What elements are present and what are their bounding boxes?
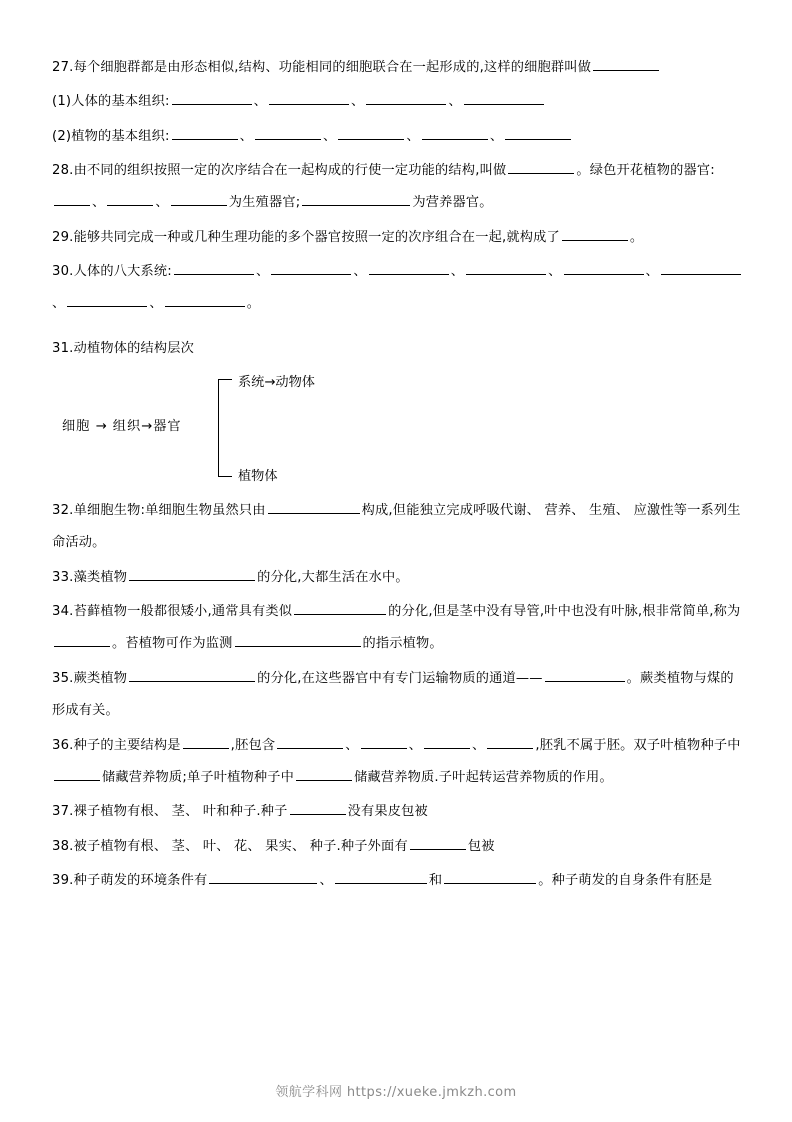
- question-29-text-2: 。: [629, 229, 644, 245]
- answer-blank[interactable]: [174, 260, 254, 275]
- question-36: 36.种子的主要结构是 ,胚包含 、 、 、 ,胚乳不属于胚。双子叶植物种子中储藏营养物质;单子叶植物种子中 储藏营养物质.子叶起转运营养物质的作用。: [52, 730, 744, 795]
- question-36-text-3: ,胚乳不属于胚。双子叶植物种子中: [535, 737, 741, 753]
- question-35-text-2: 的分化,在这些器官中有专门运输物质的通道——: [257, 670, 543, 686]
- question-33-text-1: 33.藻类植物: [52, 569, 128, 585]
- footer-watermark: 领航学科网 https://xueke.jmkzh.com: [275, 1085, 517, 1100]
- answer-blank[interactable]: [661, 260, 741, 275]
- answer-blank[interactable]: [54, 192, 90, 207]
- answer-blank[interactable]: [593, 56, 659, 71]
- question-38-text-1: 38.被子植物有根、 茎、 叶、 花、 果实、 种子.种子外面有: [52, 838, 408, 854]
- answer-blank[interactable]: [361, 734, 407, 749]
- question-34-text-4: 的指示植物。: [362, 636, 443, 652]
- answer-blank[interactable]: [129, 566, 255, 581]
- question-39-text-3: 。种子萌发的自身条件有胚是: [538, 872, 713, 888]
- answer-blank[interactable]: [338, 125, 404, 140]
- question-36-text-5: 储藏营养物质.子叶起转运营养物质的作用。: [354, 769, 613, 785]
- question-28-text-4: 为营养器官。: [412, 195, 493, 211]
- answer-blank[interactable]: [67, 293, 147, 308]
- question-31-title: 31.动植物体的结构层次: [52, 340, 195, 356]
- answer-blank[interactable]: [505, 125, 571, 140]
- question-27-sub1-text: (1)人体的基本组织:: [52, 94, 170, 110]
- answer-blank[interactable]: [296, 766, 352, 781]
- question-34: [52, 596, 744, 661]
- question-34-text-1: 34.苔藓植物一般都很矮小,通常具有类似: [52, 604, 293, 620]
- answer-blank[interactable]: [369, 260, 449, 275]
- question-32-text-1: 32.单细胞生物:单细胞生物虽然只由: [52, 503, 266, 519]
- question-29: [52, 222, 744, 254]
- answer-blank[interactable]: [466, 260, 546, 275]
- question-27-line-2: (1)人体的基本组织: 、 、 、: [52, 86, 744, 118]
- answer-blank[interactable]: [209, 869, 317, 884]
- answer-blank[interactable]: [172, 125, 238, 140]
- answer-blank[interactable]: [235, 633, 361, 648]
- answer-blank[interactable]: [107, 192, 153, 207]
- structure-level-diagram: [52, 371, 744, 483]
- answer-blank[interactable]: [255, 125, 321, 140]
- question-39-text-1: 39.种子萌发的环境条件有: [52, 872, 208, 888]
- diagram-left-label: 细胞 → 组织→器官: [62, 419, 182, 435]
- answer-blank[interactable]: [508, 159, 574, 174]
- answer-blank[interactable]: [422, 125, 488, 140]
- question-36-text-1: 36.种子的主要结构是: [52, 737, 181, 753]
- question-27-line-3: (2)植物的基本组织: 、 、 、 、: [52, 121, 744, 153]
- question-28: 28.由不同的组织按照一定的次序结合在一起构成的行使一定功能的结构,叫做 。绿色开花植物的器官:、 、 为生殖器官; 为营养器官。: [52, 155, 744, 220]
- question-29-text-1: 29.能够共同完成一种或几种生理功能的多个器官按照一定的次序组合在一起,就构成了: [52, 229, 560, 245]
- question-30: 30.人体的八大系统: 、 、 、 、 、、 、 。: [52, 256, 744, 321]
- answer-blank[interactable]: [410, 835, 466, 850]
- question-28-text-1: 28.由不同的组织按照一定的次序结合在一起构成的行使一定功能的结构,叫做: [52, 163, 507, 179]
- answer-blank[interactable]: [268, 499, 360, 514]
- answer-blank[interactable]: [54, 633, 110, 648]
- question-38: [52, 831, 744, 863]
- question-37-text-1: 37.裸子植物有根、 茎、 叶和种子.种子: [52, 804, 288, 820]
- question-30-text-1: 30.人体的八大系统:: [52, 264, 172, 280]
- question-33: [52, 562, 744, 594]
- spacer: [52, 323, 744, 333]
- question-34-text-2: 的分化,但是茎中没有导管,叶中也没有叶脉,根非常简单,称为: [388, 604, 741, 620]
- answer-blank[interactable]: [165, 293, 245, 308]
- answer-blank[interactable]: [277, 734, 343, 749]
- answer-blank[interactable]: [424, 734, 470, 749]
- question-35: [52, 663, 744, 728]
- answer-blank[interactable]: [562, 226, 628, 241]
- question-28-text-3: 为生殖器官;: [228, 195, 301, 211]
- answer-blank[interactable]: [54, 766, 100, 781]
- answer-blank[interactable]: [464, 90, 544, 105]
- question-39-text-2: 和: [428, 872, 443, 888]
- answer-blank[interactable]: [271, 260, 351, 275]
- question-37-text-2: 没有果皮包被: [347, 804, 428, 820]
- answer-blank[interactable]: [366, 90, 446, 105]
- answer-blank[interactable]: [564, 260, 644, 275]
- answer-blank[interactable]: [269, 90, 349, 105]
- question-38-text-2: 包被: [467, 838, 495, 854]
- answer-blank[interactable]: [545, 667, 625, 682]
- question-27-line-1: [52, 52, 744, 84]
- question-32: [52, 495, 744, 560]
- question-30-text-2: 。: [246, 296, 261, 312]
- answer-blank[interactable]: [172, 90, 252, 105]
- question-33-text-2: 的分化,大都生活在水中。: [257, 569, 409, 585]
- diagram-bottom-label: 植物体: [238, 469, 278, 485]
- answer-blank[interactable]: [290, 800, 346, 815]
- answer-blank[interactable]: [183, 734, 229, 749]
- diagram-top-label: 系统→动物体: [238, 375, 315, 391]
- question-37: [52, 796, 744, 828]
- question-36-text-2: ,胚包含: [230, 737, 276, 753]
- diagram-brace: [218, 379, 232, 477]
- answer-blank[interactable]: [487, 734, 533, 749]
- question-34-text-3: 。苔植物可作为监测: [112, 636, 233, 652]
- question-35-text-3: 。蕨类植物与煤的形成有关。: [52, 670, 734, 719]
- answer-blank[interactable]: [171, 192, 227, 207]
- question-39: 39.种子萌发的环境条件有 、 和 。种子萌发的自身条件有胚是: [52, 865, 744, 897]
- question-28-text-2: 。绿色开花植物的器官:: [576, 163, 715, 179]
- answer-blank[interactable]: [302, 192, 410, 207]
- question-35-text-1: 35.蕨类植物: [52, 670, 128, 686]
- question-27-sub2-text: (2)植物的基本组织:: [52, 128, 170, 144]
- question-36-text-4: 储藏营养物质;单子叶植物种子中: [102, 769, 295, 785]
- question-32-text-2: 构成,但能独立完成呼吸代谢、 营养、 生殖、 应激性等一系列生命活动。: [52, 503, 741, 551]
- answer-blank[interactable]: [129, 667, 255, 682]
- answer-blank[interactable]: [444, 869, 536, 884]
- answer-blank[interactable]: [294, 600, 386, 615]
- question-27-text: 27.每个细胞群都是由形态相似,结构、功能相同的细胞联合在一起形成的,这样的细胞群叫做: [52, 60, 592, 75]
- answer-blank[interactable]: [335, 869, 427, 884]
